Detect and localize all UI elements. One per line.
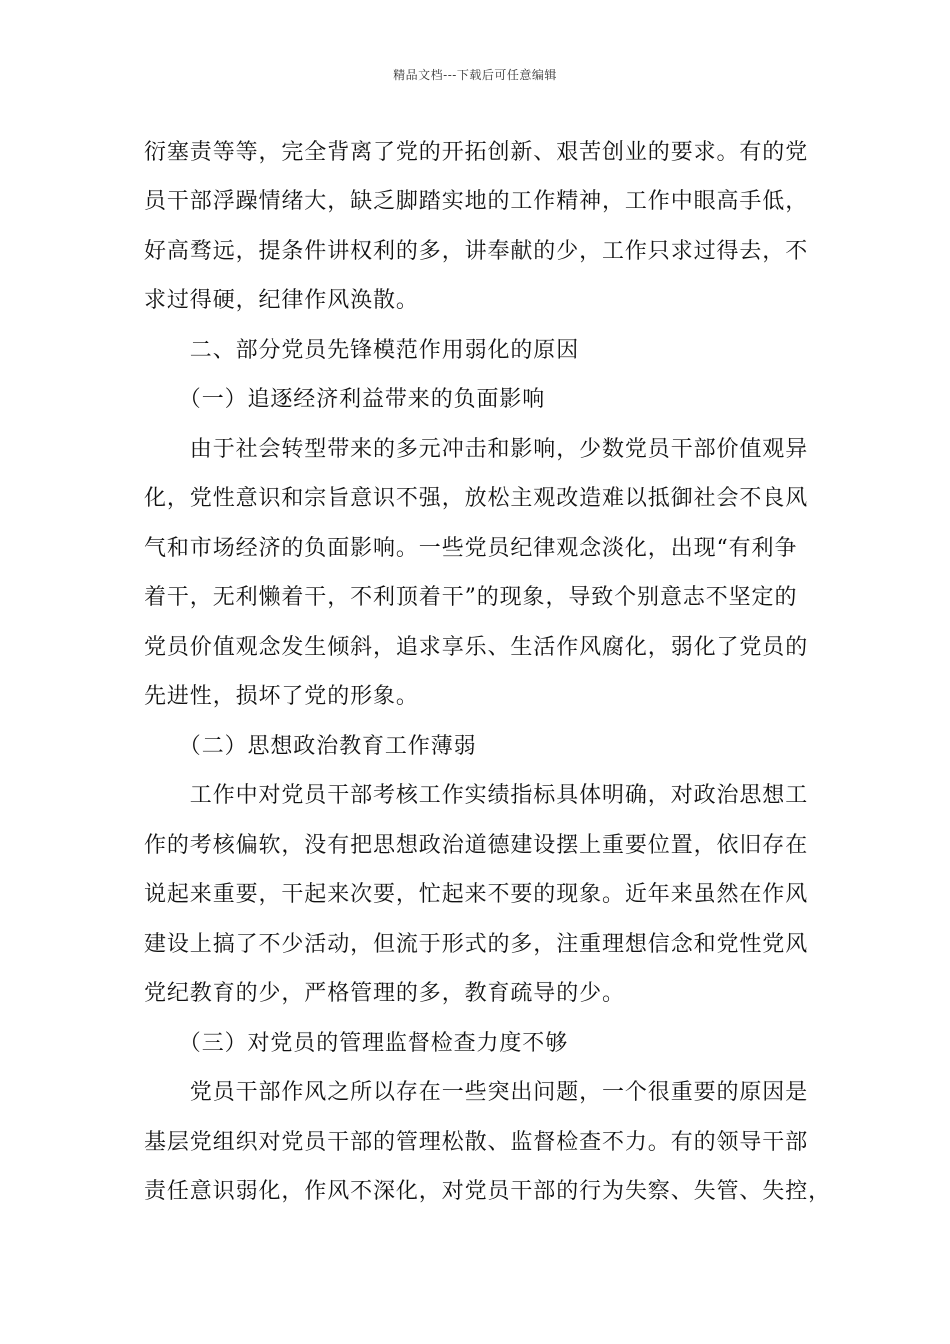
- subsection-heading: （二）思想政治教育工作薄弱: [144, 734, 477, 759]
- text-line: 员干部浮躁情绪大，缺乏脚踏实地的工作精神，工作中眼高手低，: [144, 189, 809, 214]
- text-line: 建设上搞了不少活动，但流于形式的多，注重理想信念和党性党风: [144, 932, 809, 957]
- section-heading: 二、部分党员先锋模范作用弱化的原因: [144, 338, 580, 363]
- text-line: 好高骛远，提条件讲权利的多，讲奉献的少，工作只求过得去，不: [144, 239, 809, 264]
- text-line: 着干，无利懒着干，不利顶着干”的现象，导致个别意志不坚定的: [144, 585, 798, 610]
- text-line: 党员价值观念发生倾斜，追求享乐、生活作风腐化，弱化了党员的: [144, 635, 809, 660]
- text-line: 党员干部作风之所以存在一些突出问题，一个很重要的原因是: [144, 1080, 809, 1105]
- text-line: 由于社会转型带来的多元冲击和影响，少数党员干部价值观异: [144, 437, 809, 462]
- subsection-heading: （一）追逐经济利益带来的负面影响: [144, 387, 546, 412]
- text-line: 基层党组织对党员干部的管理松散、监督检查不力。有的领导干部: [144, 1130, 809, 1155]
- text-line: 党纪教育的少，严格管理的多，教育疏导的少。: [144, 981, 625, 1006]
- text-line: 作的考核偏软，没有把思想政治道德建设摆上重要位置，依旧存在: [144, 833, 809, 858]
- text-line: 求过得硬，纪律作风涣散。: [144, 288, 419, 313]
- text-line: 责任意识弱化，作风不深化，对党员干部的行为失察、失管、失控，: [144, 1179, 832, 1204]
- text-line: 气和市场经济的负面影响。一些党员纪律观念淡化，出现“有利争: [144, 536, 798, 561]
- text-line: 衍塞责等等，完全背离了党的开拓创新、艰苦创业的要求。有的党: [144, 140, 809, 165]
- text-line: 化，党性意识和宗旨意识不强，放松主观改造难以抵御社会不良风: [144, 486, 809, 511]
- text-line: 说起来重要，干起来次要，忙起来不要的现象。近年来虽然在作风: [144, 882, 809, 907]
- text-line: 先进性，损坏了党的形象。: [144, 684, 419, 709]
- text-line: 工作中对党员干部考核工作实绩指标具体明确，对政治思想工: [144, 783, 809, 808]
- subsection-heading: （三）对党员的管理监督检查力度不够: [144, 1031, 569, 1056]
- page-header: 精品文档---下载后可任意编辑: [393, 68, 557, 82]
